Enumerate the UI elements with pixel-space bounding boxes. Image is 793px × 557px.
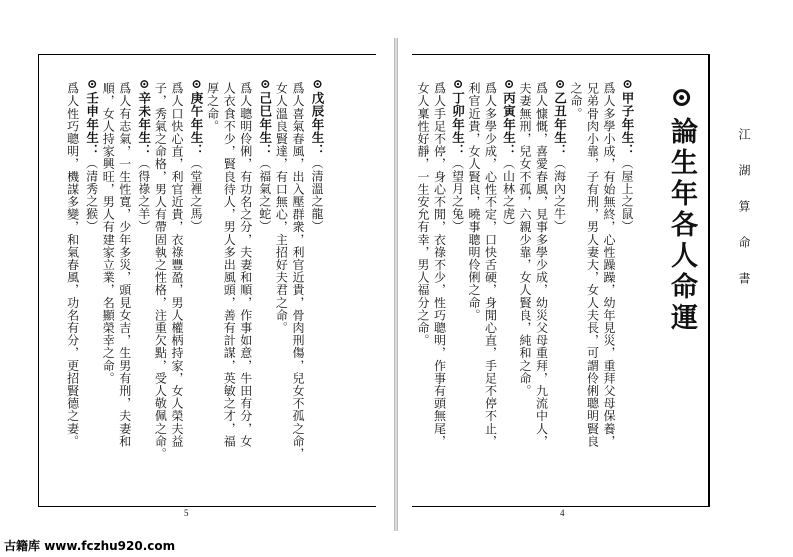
left-column-13: [85, 76, 99, 233]
left-column-4: [239, 82, 253, 447]
right-year-heading: ⊙丙寅年生：: [501, 76, 517, 158]
left-column-8: [170, 82, 184, 447]
left-year-heading: ⊙己巳年生：: [257, 76, 273, 158]
right-page-bottom-rule: [412, 506, 710, 507]
left-column-6: [206, 82, 220, 132]
right-column-text: （海內之牛）: [552, 157, 567, 233]
right-page-top-rule: [412, 54, 710, 55]
right-column-8: [484, 82, 498, 447]
right-column-text: （屋上之鼠）: [620, 157, 634, 233]
left-column-0: [310, 76, 324, 233]
site-url: www.fczhu920.com: [44, 539, 176, 553]
left-column-text: 子，秀氣之命格，男人有帶固執之性格，注重欠點，受人敬佩之命。: [153, 82, 168, 460]
right-page-rule: [708, 54, 710, 506]
right-year-heading: ⊙丁卯年生：: [450, 76, 466, 158]
right-column-1: [602, 82, 616, 447]
right-column-9: [467, 82, 481, 321]
right-column-text: 爲人多學少成，心性不定，口快舌硬，身閒心直，手足不停不止，: [483, 82, 498, 448]
left-column-text: 順，女人持家興旺，男人有建家立業，名顯榮幸之命。: [101, 82, 116, 385]
site-name: 古籍库: [4, 539, 41, 553]
right-column-text: 爲人多學小成，有始無終，心性躁躁，幼年見災，重拜父母保養，: [602, 82, 616, 448]
right-column-5: [535, 82, 549, 447]
left-column-9: [153, 82, 167, 460]
left-column-14: [66, 82, 80, 447]
left-column-text: （福氣之蛇）: [257, 157, 272, 233]
left-page-bottom-rule: [38, 506, 376, 507]
left-column-1: [291, 82, 305, 460]
left-page: [8, 38, 394, 531]
right-column-6: [518, 82, 532, 397]
left-column-2: [274, 82, 288, 334]
site-watermark: [4, 537, 175, 554]
right-column-12: [416, 82, 430, 347]
right-year-heading: ⊙乙丑年生：: [552, 76, 568, 158]
page-number-left: 5: [184, 508, 189, 518]
right-column-text: 爲人手足不停，身心不閒，衣祿不少，性巧聰明，作事有頭無尾，: [432, 82, 447, 448]
right-column-2: [586, 82, 600, 447]
left-column-text: 人衣食不少，賢良待人，男人多出風頭，善有計謀，英敏之才，福: [222, 82, 237, 448]
left-year-heading: ⊙戊辰年生：: [310, 76, 325, 158]
left-page-top-rule: [38, 54, 376, 55]
running-head: 江 湖 算 命 書: [737, 128, 751, 289]
left-column-text: 女人溫良賢達，有口無心，主招好夫君之命。: [274, 82, 289, 334]
left-column-text: 爲人喜氣春風，出入壓群衆，利官近貴，骨肉刑傷，兒女不孤之命，: [291, 82, 305, 460]
right-page: [398, 38, 786, 531]
left-page-rule: [38, 54, 39, 506]
right-column-text: 女人稟性好靜，一生安允有幸，男人福分之命。: [416, 82, 430, 347]
right-column-text: 之命。: [569, 82, 583, 120]
left-column-text: 爲人有志氣，一生性寬，少年多災，頭見女吉，生男有刑，夫妻和: [117, 82, 132, 448]
left-column-text: （得祿之羊）: [136, 157, 151, 233]
right-column-text: 夫妻無刑，兒女不孤，六親少靠，女人賢良，純和之命。: [518, 82, 532, 397]
left-year-heading: ⊙辛未年生：: [136, 76, 152, 158]
right-column-text: 利官近貴，女人賢良，曉事聰明伶俐之命。: [467, 82, 481, 322]
right-column-text: （望月之兔）: [450, 157, 465, 233]
page-number-right: 4: [560, 508, 565, 518]
left-column-10: [137, 76, 151, 233]
right-column-3: [569, 82, 583, 120]
left-year-heading: ⊙庚午年生：: [189, 76, 204, 158]
right-column-10: [451, 76, 465, 233]
left-column-text: （清秀之猴）: [84, 157, 99, 233]
left-column-text: 爲人性巧聰明，機謀多變，和氣春風，功名有分，更招賢德之妻。: [65, 82, 80, 448]
right-column-text: 兄弟骨肉小靠，子有刑，男人妻大，女人夫長，可謂伶俐聰明賢良: [585, 82, 600, 448]
left-column-text: （堂裡之馬）: [189, 157, 203, 233]
left-column-text: （清溫之龍）: [310, 157, 324, 233]
left-column-12: [101, 82, 115, 384]
right-column-0: [620, 76, 634, 233]
left-column-5: [222, 82, 236, 447]
left-column-3: [258, 76, 272, 233]
left-column-text: 爲人聰明伶俐，有功名之分，夫妻和順，作事如意，牛田有分，女: [238, 82, 253, 448]
right-column-11: [433, 82, 447, 447]
right-year-heading: ⊙甲子年生：: [620, 76, 635, 158]
right-column-text: 爲人慷慨，喜愛春風，見事多學少成，幼災父母重拜，九流中人，: [534, 82, 549, 448]
chapter-title: ⊙論生年各人命運: [666, 82, 697, 334]
left-column-7: [189, 76, 203, 233]
right-column-4: [553, 76, 567, 233]
left-column-11: [118, 82, 132, 447]
right-column-text: （山林之虎）: [501, 157, 516, 233]
book-gutter: [394, 38, 398, 531]
right-column-7: [502, 76, 516, 233]
left-year-heading: ⊙壬申年生：: [84, 76, 100, 158]
left-column-text: 厚之命。: [205, 82, 220, 133]
left-column-text: 爲人口快心直，利官近貴，衣祿豐盈，男人權柄持家，女人榮夫益: [170, 82, 184, 448]
